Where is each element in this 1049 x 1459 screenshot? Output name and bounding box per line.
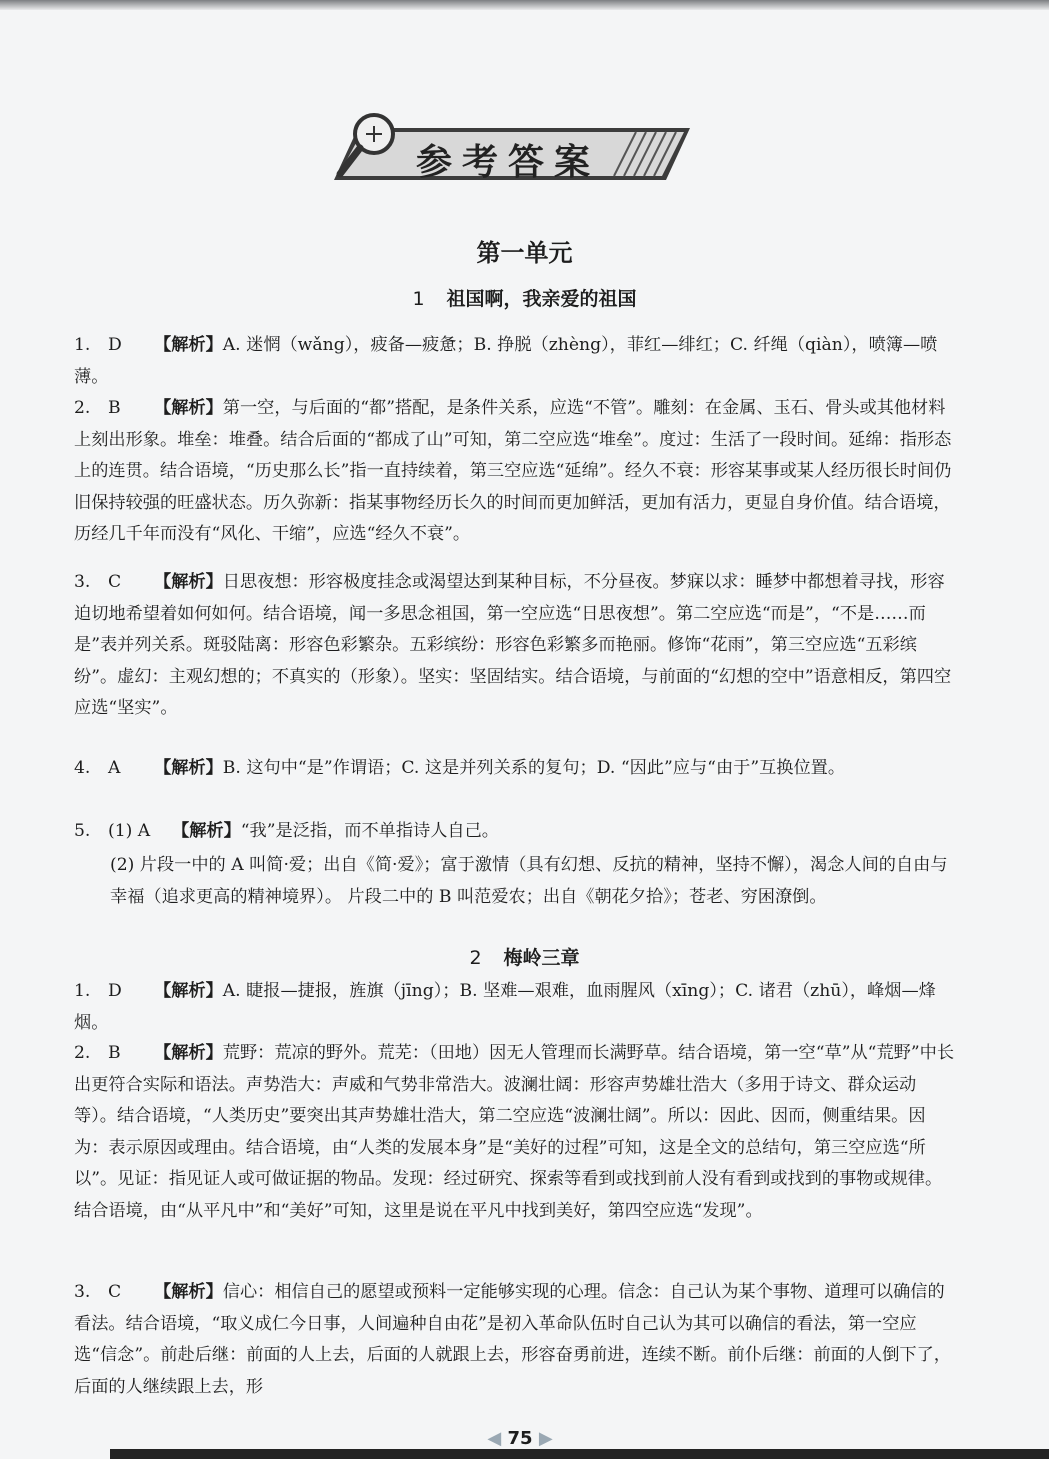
analysis-tag: 【解析】 <box>154 335 223 355</box>
answer-subpart <box>110 850 956 913</box>
answer-item <box>74 393 956 551</box>
page-number <box>460 1428 580 1449</box>
answer-text: 日思夜想：形容极度挂念或渴望达到某种目标，不分昼夜。梦寐以求：睡梦中都想着寻找，形容迫切地希望着如何如何。结合语境，闻一多思念祖国，第一空应选“日思夜想”。第二空应选“而是”，“不是……而是”表并列关系。斑驳陆离：形容色彩繁杂。五彩缤纷：形容色彩繁多而艳丽。修饰“花雨”，第三空应选“五彩缤纷”。虚幻：主观幻想的；不真实的（形象）。坚实：坚固结实。结合语境，与前面的“幻想的空中”语意相反，第四空应选“坚实”。 <box>74 572 952 718</box>
lesson-number: 1 <box>412 288 425 310</box>
answer-item <box>74 1038 956 1227</box>
answer-text: A. 睫报—捷报，旌旗（jīng）；B. 坚难—艰难，血雨腥风（xīng）；C. 诸君（zhū），峰烟—烽烟。 <box>74 981 936 1033</box>
answer-number: 3. <box>74 1282 91 1302</box>
answer-number: 1. <box>74 981 91 1001</box>
answer-text: 信心：相信自己的愿望或预料一定能够实现的心理。信念：自己认为某个事物、道理可以确信的看法。结合语境，“取义成仁今日事，人间遍种自由花”是初入革命队伍时自己认为其可以确信的看法，第一空应选“信念”。前赴后继：前面的人上去，后面的人就跟上去，形容奋勇前进，连续不断。前仆后继：前面的人倒下了，后面的人继续跟上去，形 <box>74 1282 951 1397</box>
answer-choice: D <box>108 335 122 355</box>
answer-text: (2) 片段一中的 A 叫简·爱；出自《简·爱》；富于激情（具有幻想、反抗的精神，坚持不懈），渴念人间的自由与幸福（追求更高的精神境界）。 片段二中的 B 叫范爱农；出自《朝花夕拾》；苍老、穷困潦倒。 <box>110 855 948 907</box>
answer-text: 第一空，与后面的“都”搭配，是条件关系，应选“不管”。雕刻：在金属、玉石、骨头或其他材料上刻出形象。堆垒：堆叠。结合后面的“都成了山”可知，第二空应选“堆垒”。度过：生活了一段时间。延绵：指形态上的连贯。结合语境，“历史那么长”指一直持续着，第三空应选“延绵”。经久不衰：形容某事或某人经历很长时间仍旧保持较强的旺盛状态。历久弥新：指某事物经历长久的时间而更加鲜活，更加有活力，更显自身价值。结合语境，历经几千年而没有“风化、干缩”，应选“经久不衰”。 <box>74 398 952 544</box>
analysis-tag: 【解析】 <box>172 821 241 841</box>
answer-text: A. 迷惘（wǎng），疲备—疲惫；B. 挣脱（zhèng），菲红—绯红；C. 纤绳（qiàn），喷簿—喷薄。 <box>74 335 938 387</box>
lesson-number: 2 <box>469 947 482 969</box>
answer-choice: C <box>108 572 122 592</box>
answer-text: 荒野：荒凉的野外。荒芜：（田地）因无人管理而长满野草。结合语境，第一空“草”从“荒野”中长出更符合实际和语法。声势浩大：声威和气势非常浩大。波澜壮阔：形容声势雄壮浩大（多用于诗文、群众运动等）。结合语境，“人类历史”要突出其声势雄壮浩大，第二空应选“波澜壮阔”。所以：因此、因而，侧重结果。因为：表示原因或理由。结合语境，由“人类的发展本身”是“美好的过程”可知，这是全文的总结句，第三空应选“所以”。见证：指见证人或可做证据的物品。发现：经过研究、探索等看到或找到前人没有看到或找到的事物或规律。结合语境，由“从平凡中”和“美好”可知，这里是说在平凡中找到美好，第四空应选“发现”。 <box>74 1043 955 1221</box>
answer-number: 3. <box>74 572 91 592</box>
answer-item <box>74 1277 956 1403</box>
answer-text: “我”是泛指，而不单指诗人自己。 <box>240 821 499 841</box>
page-number-value: 75 <box>507 1428 533 1449</box>
lesson-name: 祖国啊，我亲爱的祖国 <box>446 288 637 310</box>
analysis-tag: 【解析】 <box>154 572 223 592</box>
lesson-title <box>0 943 1049 970</box>
answer-number: 2. <box>74 398 91 418</box>
lesson-name: 梅岭三章 <box>503 947 580 969</box>
answer-number: 2. <box>74 1043 91 1063</box>
header-banner <box>318 112 718 202</box>
answer-choice: C <box>108 1282 122 1302</box>
answer-item <box>74 976 956 1039</box>
unit-title: 第一单元 <box>476 239 573 267</box>
scan-edge-bottom <box>110 1449 1049 1459</box>
answer-choice: A <box>108 758 121 778</box>
left-arrow-icon: ◀ <box>487 1428 502 1449</box>
lesson-title <box>0 284 1049 311</box>
right-arrow-icon: ▶ <box>538 1428 553 1449</box>
analysis-tag: 【解析】 <box>154 758 223 778</box>
answer-item <box>74 330 956 393</box>
page-title: 参考答案 <box>416 142 601 183</box>
answer-item <box>74 567 956 725</box>
answer-choice: B <box>108 1043 121 1063</box>
analysis-tag: 【解析】 <box>154 981 223 1001</box>
answer-number: 1. <box>74 335 91 355</box>
answer-item <box>74 753 956 785</box>
analysis-tag: 【解析】 <box>154 398 223 418</box>
answer-choice: D <box>108 981 122 1001</box>
answer-item <box>74 816 956 848</box>
answer-choice: (1) A <box>108 821 151 841</box>
analysis-tag: 【解析】 <box>154 1282 223 1302</box>
answer-choice: B <box>108 398 121 418</box>
answer-number: 5. <box>74 821 91 841</box>
answer-number: 4. <box>74 758 91 778</box>
analysis-tag: 【解析】 <box>154 1043 223 1063</box>
scan-edge-top <box>0 0 1049 10</box>
answer-text: B. 这句中“是”作谓语；C. 这是并列关系的复句；D. “因此”应与“由于”互换位置。 <box>222 758 846 778</box>
